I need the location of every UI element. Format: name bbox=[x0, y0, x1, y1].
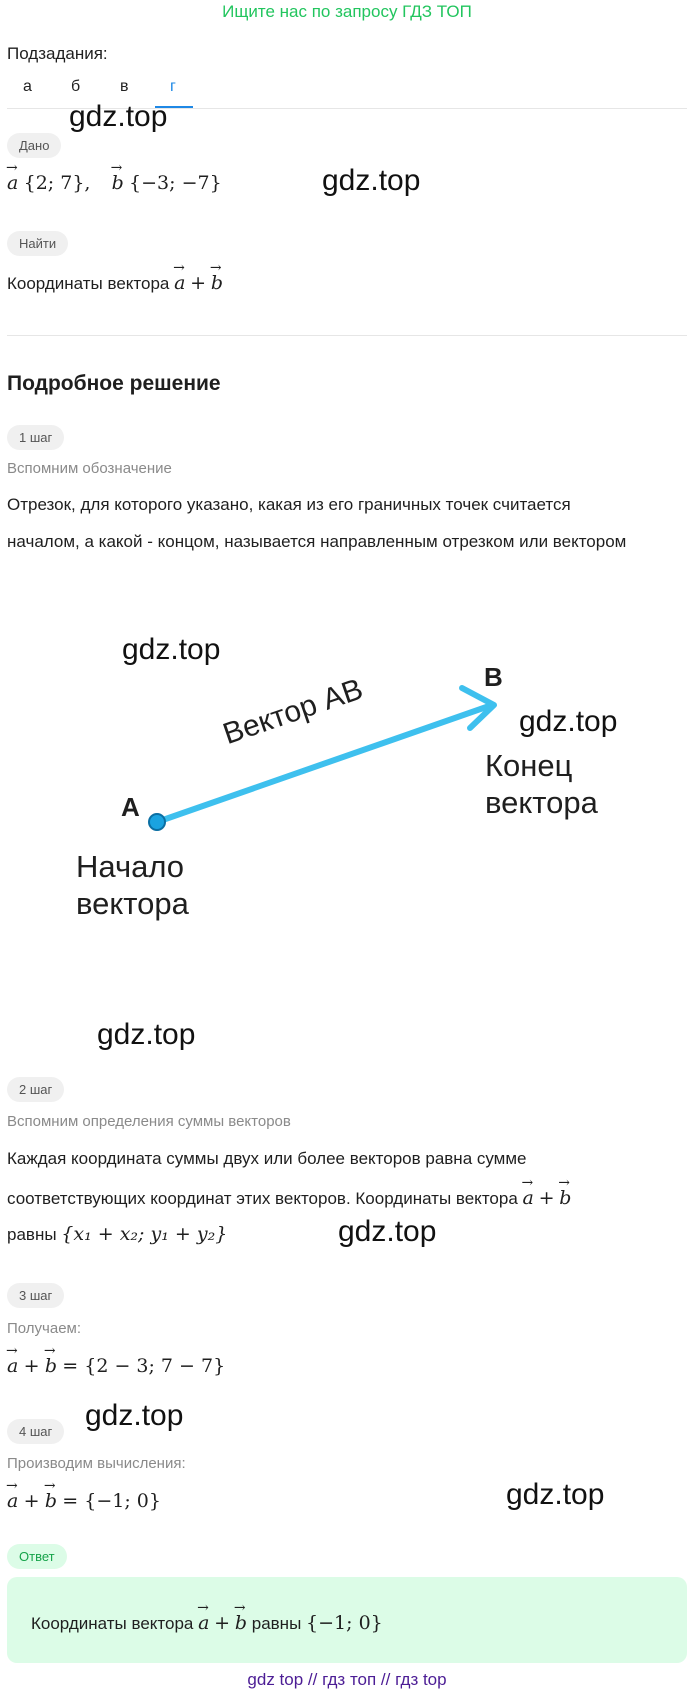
step2-line1: Каждая координата суммы двух или более векторов равна сумме bbox=[7, 1149, 527, 1168]
vector-ab-line bbox=[157, 705, 492, 822]
answer-chip: Ответ bbox=[7, 1544, 67, 1569]
vector-arrow-icon: → bbox=[521, 1175, 534, 1191]
top-banner[interactable]: Ищите нас по запросу ГДЗ ТОП bbox=[222, 2, 472, 21]
vector-a-coords: {2; 7} bbox=[23, 172, 85, 194]
step3-chip: 3 шаг bbox=[7, 1283, 64, 1308]
vector-start-point bbox=[149, 814, 165, 830]
watermark: gdz.top bbox=[322, 164, 421, 197]
vector-arrow-icon: → bbox=[110, 160, 123, 176]
watermark: gdz.top bbox=[122, 633, 221, 666]
vector-arrow-icon: → bbox=[43, 1478, 56, 1494]
step3-formula: → a + → b = {2 − 3; 7 − 7} bbox=[6, 1343, 226, 1377]
step4-subtitle: Производим вычисления: bbox=[7, 1455, 186, 1472]
step2-subtitle: Вспомним определения суммы векторов bbox=[7, 1113, 291, 1130]
step1-subtitle: Вспомним обозначение bbox=[7, 460, 172, 477]
step1-chip: 1 шаг bbox=[7, 425, 64, 450]
point-a-label: A bbox=[121, 792, 140, 822]
vector-arrow-icon: → bbox=[558, 1175, 570, 1191]
watermark: gdz.top bbox=[519, 705, 618, 738]
subtasks-title: Подзадания: bbox=[7, 44, 108, 63]
vector-arrow-icon: → bbox=[6, 1478, 18, 1494]
tab-g[interactable]: г bbox=[170, 78, 176, 95]
tab-v[interactable]: в bbox=[120, 78, 129, 95]
watermark: gdz.top bbox=[69, 100, 168, 133]
vector-arrow-icon: → bbox=[197, 1600, 209, 1616]
vector-end-caption: Конец вектора bbox=[485, 748, 598, 820]
step1-line2: началом, а какой - концом, называется направленным отрезком или вектором bbox=[7, 532, 627, 551]
vector-start-caption: Начало вектора bbox=[76, 849, 189, 921]
point-b-label: B bbox=[484, 662, 503, 692]
vector-arrow-icon: → bbox=[233, 1600, 246, 1616]
given-formula: → a {2; 7}, → b {−3; −7} bbox=[6, 160, 222, 194]
watermark: gdz.top bbox=[506, 1478, 605, 1511]
vector-arrow-icon: → bbox=[173, 260, 185, 276]
tab-a[interactable]: а bbox=[23, 78, 32, 95]
vector-arrow-icon: → bbox=[43, 1343, 56, 1359]
footer-links[interactable]: gdz top // гдз топ // гдз top bbox=[247, 1670, 447, 1689]
vector-arrow-icon: → bbox=[6, 160, 18, 176]
step4-chip: 4 шаг bbox=[7, 1419, 64, 1444]
watermark: gdz.top bbox=[97, 1018, 196, 1051]
vector-a: → a bbox=[6, 160, 19, 194]
vector-b-coords: {−3; −7} bbox=[129, 172, 222, 194]
find-chip: Найти bbox=[7, 231, 68, 256]
step2-line2: соответствующих координат этих векторов. Координаты вектора → a + → b bbox=[7, 1175, 572, 1209]
step2-chip: 2 шаг bbox=[7, 1077, 64, 1102]
vector-b: → b bbox=[110, 160, 124, 194]
vector-arrow-icon: → bbox=[6, 1343, 18, 1359]
section-divider bbox=[7, 335, 687, 336]
vector-arrow-icon: → bbox=[209, 260, 222, 276]
given-chip: Дано bbox=[7, 133, 61, 158]
tab-b[interactable]: б bbox=[71, 78, 81, 95]
step1-line1: Отрезок, для которого указано, какая из его граничных точек считается bbox=[7, 495, 571, 514]
step3-subtitle: Получаем: bbox=[7, 1320, 82, 1337]
step2-line3: равны {x₁ + x₂; y₁ + y₂} bbox=[7, 1223, 228, 1245]
watermark: gdz.top bbox=[85, 1399, 184, 1432]
solution-title: Подробное решение bbox=[7, 372, 221, 395]
step4-formula: → a + → b = {−1; 0} bbox=[6, 1478, 161, 1512]
answer-text: Координаты вектора → a + → b равны {−1; 0} bbox=[31, 1600, 383, 1634]
watermark: gdz.top bbox=[338, 1215, 437, 1248]
find-text: Координаты вектора → a + → b bbox=[7, 260, 223, 294]
vector-ab-label: Вектор AB bbox=[218, 672, 368, 752]
